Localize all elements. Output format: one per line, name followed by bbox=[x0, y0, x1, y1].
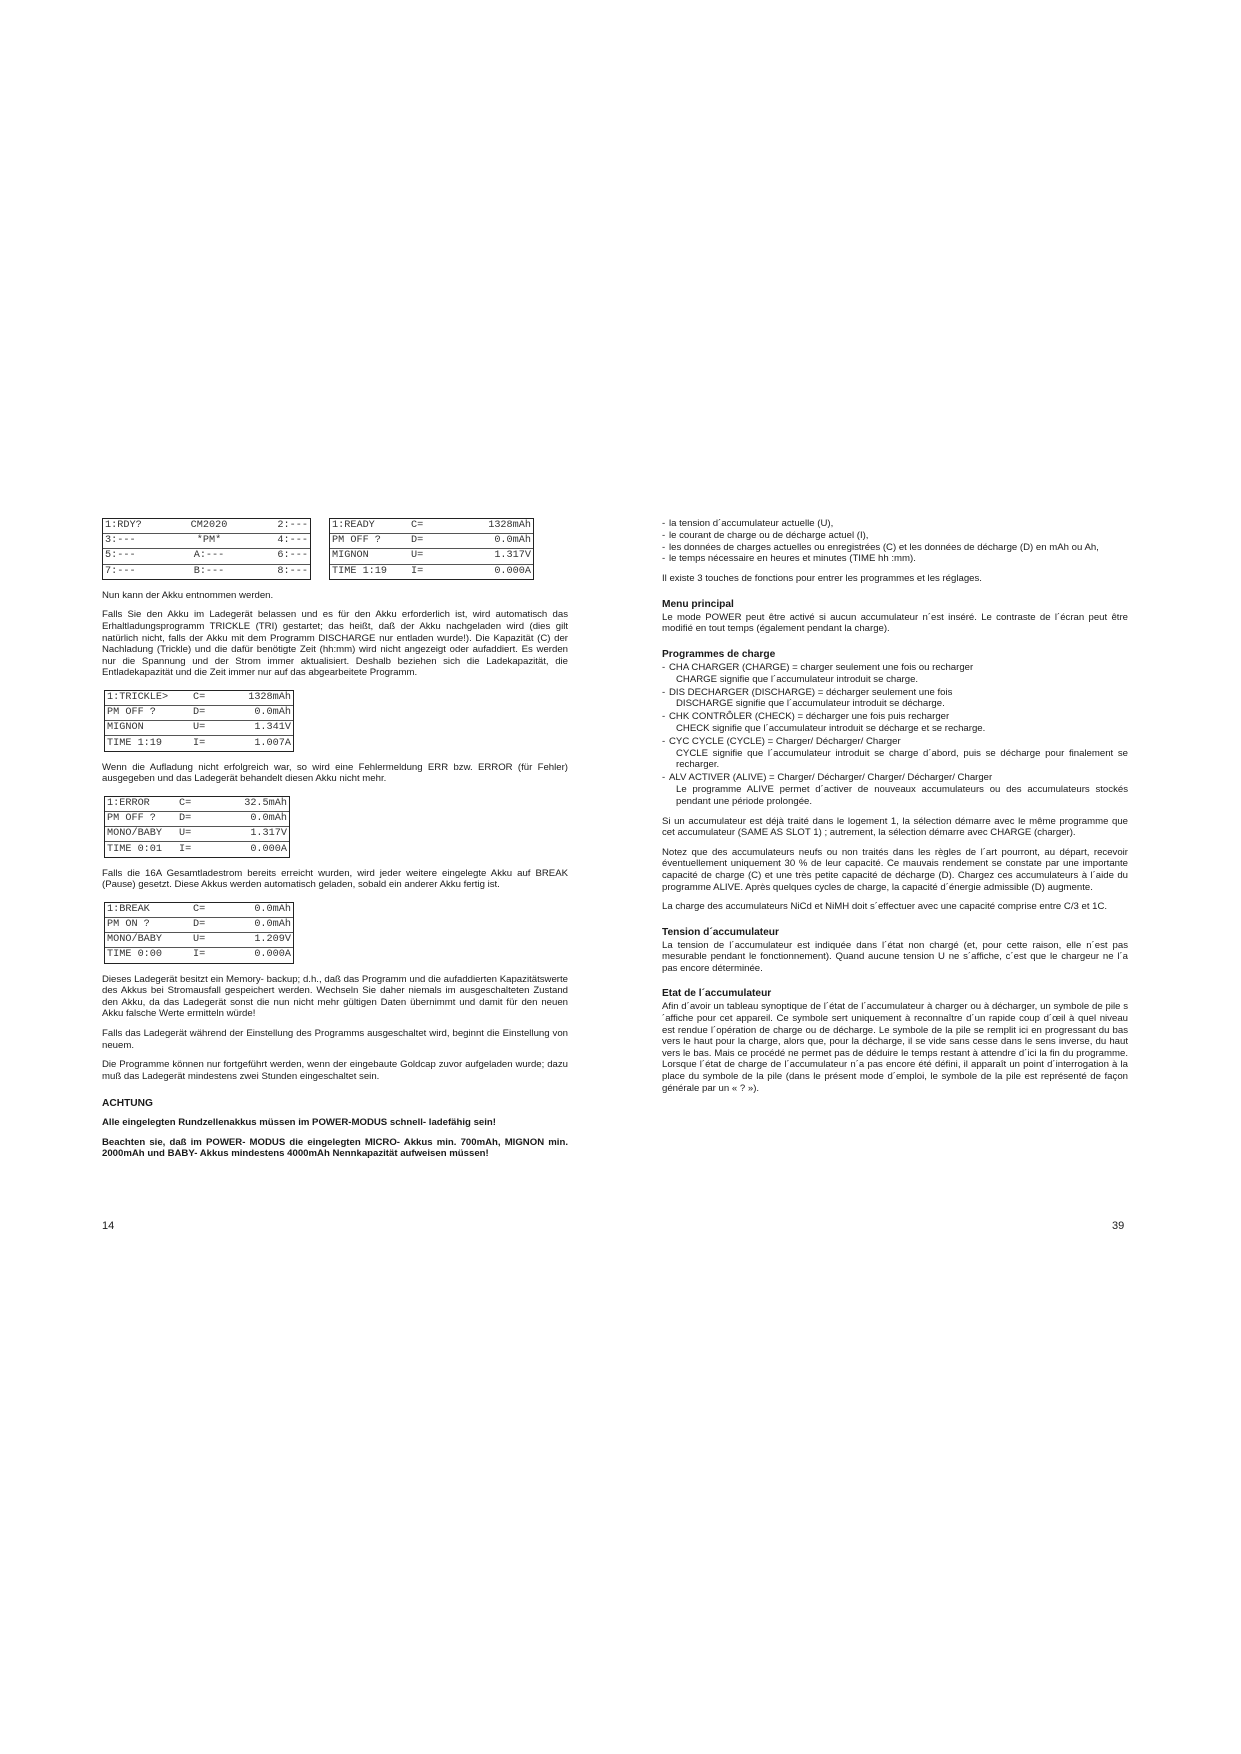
paragraph: Notez que des accumulateurs neufs ou non traités dans les règles de l´art pourront, au départ, recevoir éventuellement uniquement 30 % de leur capacité. Ce mauvais rendement se constate par une importante capacité de charge (C) et une très petite capacité de décharge (D). Chargez ces accumulateurs à l´aide du programme ALIVE. Après quelques cycles de charge, la capacité d´énergie admissible (D) augmente. bbox=[662, 846, 1128, 893]
lcd-cell: D= bbox=[177, 812, 209, 827]
lcd-cell: MIGNON bbox=[105, 721, 191, 736]
program-item-desc: CYCLE signifie que l´accumulateur introduit se charge d´abord, puis se décharge pour finalement se recharger. bbox=[676, 747, 1128, 771]
program-item-head: - ALV ACTIVER (ALIVE) = Charger/ Décharger/ Charger/ Décharger/ Charger bbox=[662, 772, 1128, 784]
lcd-cell: 0.0mAh bbox=[223, 706, 293, 721]
right-page bbox=[662, 518, 1128, 1102]
lcd-cell: A:--- bbox=[167, 549, 251, 564]
lcd-cell: CM2020 bbox=[167, 519, 251, 534]
lcd-display-ready bbox=[329, 518, 534, 580]
section-heading-programs: Programmes de charge bbox=[662, 648, 776, 660]
paragraph: Falls die 16A Gesamtladestrom bereits erreicht wurden, wird jeder weitere eingelegte Akku auf BREAK (Pause) gesetzt. Diese Akkus werden automatisch geladen, sobald ein anderer Akku fertig ist. bbox=[102, 867, 568, 891]
paragraph: Falls Sie den Akku im Ladegerät belassen und es für den Akku erforderlich ist, wird automatisch das Erhaltladungsprogramm TRICKLE (TRI) gestartet; das heißt, daß der Akku nachgeladen wird (dies gilt natürlich nicht, falls der Akku mit dem Programm DISCHARGE nur entladen wurde!). Die Kapazität (C) der Nachladung (Trickle) und die dafür benötigte Zeit (hh:mm) wird nicht angezeigt oder aufaddiert. Es werden nur die Spannung und der Strom immer aktualisiert. Deshalb beziehen sich die Ladekapazität, die Entladekapazität und die Zeit immer nur auf das abgearbeitete Programm. bbox=[102, 609, 568, 679]
lcd-display-overview bbox=[102, 518, 311, 580]
lcd-cell: I= bbox=[411, 565, 424, 577]
page-number-right: 39 bbox=[1112, 1220, 1125, 1232]
lcd-cell: 1.007A bbox=[254, 737, 291, 749]
paragraph: Si un accumulateur est déjà traité dans le logement 1, la sélection démarre avec le même programme que cet accumulateur (SAME AS SLOT 1) ; autrement, la sélection démarre avec CHARGE (charger). bbox=[662, 815, 1128, 839]
lcd-cell: TIME 0:00 bbox=[107, 949, 163, 961]
lcd-cell: 7:--- bbox=[105, 565, 136, 577]
program-item-head: - DIS DECHARGER (DISCHARGE) = décharger seulement une fois bbox=[662, 687, 1128, 699]
lcd-cell: B:--- bbox=[193, 565, 225, 577]
section-heading-tension: Tension d´accumulateur bbox=[662, 926, 779, 938]
lcd-cell: 4:--- bbox=[251, 534, 310, 549]
lcd-cell: 1:READY bbox=[330, 519, 409, 534]
lcd-cell: 1:BREAK bbox=[105, 903, 191, 918]
list-item: - le temps nécessaire en heures et minutes (TIME hh :mm). bbox=[662, 553, 1128, 565]
lcd-cell: C= bbox=[177, 797, 209, 812]
lcd-display-group bbox=[102, 518, 568, 580]
lcd-cell: PM OFF ? bbox=[105, 812, 177, 827]
paragraph: La tension de l´accumulateur est indiquée dans l´état non chargé (et, pour cette raison, elle n´est pas mesurable pendant le fonctionnement). Quand aucune tension U ne s´affiche, c´est que le chargeur ne l´a pas encore déterminée. bbox=[662, 939, 1128, 974]
lcd-cell: 1:ERROR bbox=[105, 797, 177, 812]
lcd-cell: PM OFF ? bbox=[105, 706, 191, 721]
lcd-cell: C= bbox=[191, 691, 223, 706]
lcd-cell: TIME 1:19 bbox=[107, 737, 163, 749]
list-item: - les données de charges actuelles ou enregistrées (C) et les données de décharge (D) en mAh ou Ah, bbox=[662, 542, 1128, 554]
lcd-cell: 5:--- bbox=[103, 549, 167, 564]
paragraph: Die Programme können nur fortgeführt werden, wenn der eingebaute Goldcap zuvor aufgeladen wurde; dazu muß das Ladegerät mindestens zwei Stunden eingeschaltet sein. bbox=[102, 1059, 568, 1082]
paragraph: Le mode POWER peut être activé si aucun accumulateur n´est inséré. Le contraste de l´écran peut être modifié en tout temps (également pendant la charge). bbox=[662, 611, 1128, 635]
list-item: - le courant de charge ou de décharge actuel (I), bbox=[662, 530, 1128, 542]
lcd-cell: 1.341V bbox=[223, 721, 293, 736]
lcd-cell: 1328mAh bbox=[441, 519, 533, 534]
lcd-cell: 1:TRICKLE> bbox=[105, 691, 191, 706]
paragraph: Afin d´avoir un tableau synoptique de l´état de l´accumulateur à charger ou à décharger, un symbole de pile s´affiche pour cet appareil. Ce symbole sert uniquement à reconnaître d´un rapide coup d´œil à quel niveau est rendue l´opération de charge ou de décharge. Le symbole de la pile se remplit ici en progressant du bas vers le haut pour la charge, alors que, pour la décharge, il se vide sans cesse dans le sens inverse, du haut vers le bas. Mais ce procédé ne permet pas de déduire le temps restant à attendre d´ici la fin du programme. Lorsque l´état de charge de l´accumulateur n´a pas encore été défini, il apparaît un point d´interrogation à la place du symbole de la pile (dans le présent mode d´emploi, le symbole de la pile est représenté de façon générale par un « ? »). bbox=[662, 1001, 1128, 1094]
lcd-cell: D= bbox=[191, 706, 223, 721]
warning-heading: ACHTUNG bbox=[102, 1098, 153, 1110]
lcd-cell: 0.0mAh bbox=[223, 917, 293, 932]
left-page bbox=[102, 518, 568, 1168]
lcd-cell: PM ON ? bbox=[105, 917, 191, 932]
lcd-display-break bbox=[104, 902, 294, 964]
paragraph: Dieses Ladegerät besitzt ein Memory- backup; d.h., daß das Programm und die aufaddierten Kapazitätswerte des Akkus bei Stromausfall gespeichert werden. Wechseln Sie daher niemals im ausgeschalteten Zustand den Akku, da das Ladegerät sonst die nun nicht mehr gültigen Daten übernimmt und damit für den neuen Akku falsche Werte ermitteln würde! bbox=[102, 973, 568, 1020]
page-number-left: 14 bbox=[102, 1220, 115, 1232]
list-item: - la tension d´accumulateur actuelle (U), bbox=[662, 518, 1128, 530]
lcd-cell: C= bbox=[191, 903, 223, 918]
section-heading-etat: Etat de l´accumulateur bbox=[662, 988, 772, 1000]
lcd-cell: 1:RDY? bbox=[103, 519, 167, 534]
lcd-cell: 8:--- bbox=[277, 565, 308, 577]
lcd-cell: PM OFF ? bbox=[330, 534, 409, 549]
lcd-cell: 1.209V bbox=[223, 933, 293, 948]
lcd-cell: 0.0mAh bbox=[209, 812, 289, 827]
lcd-cell: I= bbox=[193, 737, 206, 749]
lcd-cell: TIME 1:19 bbox=[332, 565, 388, 577]
program-item-head: - CHA CHARGER (CHARGE) = charger seulement une fois ou recharger bbox=[662, 662, 1128, 674]
lcd-cell: 1.317V bbox=[441, 549, 533, 564]
program-item-head: - CHK CONTRÔLER (CHECK) = décharger une fois puis recharger bbox=[662, 711, 1128, 723]
lcd-cell: 1328mAh bbox=[223, 691, 293, 706]
lcd-cell: MIGNON bbox=[330, 549, 409, 564]
lcd-cell: U= bbox=[409, 549, 441, 564]
lcd-cell: 32.5mAh bbox=[209, 797, 289, 812]
program-list bbox=[662, 662, 1128, 808]
lcd-cell: D= bbox=[409, 534, 441, 549]
display-info-list bbox=[662, 518, 1128, 565]
lcd-cell: 1.317V bbox=[209, 827, 289, 842]
lcd-cell: I= bbox=[193, 949, 206, 961]
paragraph: Il existe 3 touches de fonctions pour entrer les programmes et les réglages. bbox=[662, 573, 982, 585]
lcd-cell: MONO/BABY bbox=[105, 933, 191, 948]
program-item-desc: DISCHARGE signifie que l´accumulateur introduit se décharge. bbox=[676, 698, 945, 710]
lcd-cell: MONO/BABY bbox=[105, 827, 177, 842]
lcd-display-error bbox=[104, 796, 290, 858]
lcd-cell: 0.0mAh bbox=[441, 534, 533, 549]
lcd-cell: U= bbox=[191, 721, 223, 736]
lcd-cell: 0.0mAh bbox=[223, 903, 293, 918]
lcd-cell: 0.000A bbox=[494, 565, 531, 577]
paragraph: Falls das Ladegerät während der Einstellung des Programms ausgeschaltet wird, beginnt die Einstellung von neuem. bbox=[102, 1027, 568, 1051]
program-item-desc: CHECK signifie que l´accumulateur introduit se décharge et se recharge. bbox=[676, 722, 986, 734]
program-item-desc: CHARGE signifie que l´accumulateur introduit se charge. bbox=[676, 673, 919, 685]
section-heading-menu: Menu principal bbox=[662, 598, 734, 610]
lcd-cell: 6:--- bbox=[251, 549, 310, 564]
lcd-cell: I= bbox=[179, 843, 192, 855]
lcd-cell: 0.000A bbox=[250, 843, 287, 855]
paragraph: La charge des accumulateurs NiCd et NiMH doit s´effectuer avec une capacité comprise entre C/3 et 1C. bbox=[662, 901, 1108, 913]
program-item-head: - CYC CYCLE (CYCLE) = Charger/ Décharger/ Charger bbox=[662, 736, 1128, 748]
paragraph: Wenn die Aufladung nicht erfolgreich war, so wird eine Fehlermeldung ERR bzw. ERROR (für Fehler) ausgegeben und das Ladegerät behandelt diesen Akku nicht mehr. bbox=[102, 761, 568, 785]
lcd-cell: 3:--- bbox=[103, 534, 167, 549]
lcd-cell: U= bbox=[177, 827, 209, 842]
paragraph: Nun kann der Akku entnommen werden. bbox=[102, 589, 274, 601]
lcd-cell: 2:--- bbox=[251, 519, 310, 534]
lcd-cell: U= bbox=[191, 933, 223, 948]
program-item-desc: Le programme ALIVE permet d´activer de nouveaux accumulateurs ou des accumulateurs stockés pendant une période prolongée. bbox=[676, 783, 1128, 807]
lcd-display-trickle bbox=[104, 690, 294, 752]
lcd-cell: TIME 0:01 bbox=[107, 843, 163, 855]
lcd-cell: 0.000A bbox=[254, 949, 291, 961]
lcd-cell: D= bbox=[191, 917, 223, 932]
lcd-cell: C= bbox=[409, 519, 441, 534]
warning-text: Beachten sie, daß im POWER- MODUS die eingelegten MICRO- Akkus min. 700mAh, MIGNON min. 2000mAh und BABY- Akkus mindestens 4000mAh Nennkapazität aufweisen müssen! bbox=[102, 1136, 568, 1160]
warning-text: Alle eingelegten Rundzellenakkus müssen im POWER-MODUS schnell- ladefähig sein! bbox=[102, 1117, 496, 1129]
lcd-cell: *PM* bbox=[167, 534, 251, 549]
